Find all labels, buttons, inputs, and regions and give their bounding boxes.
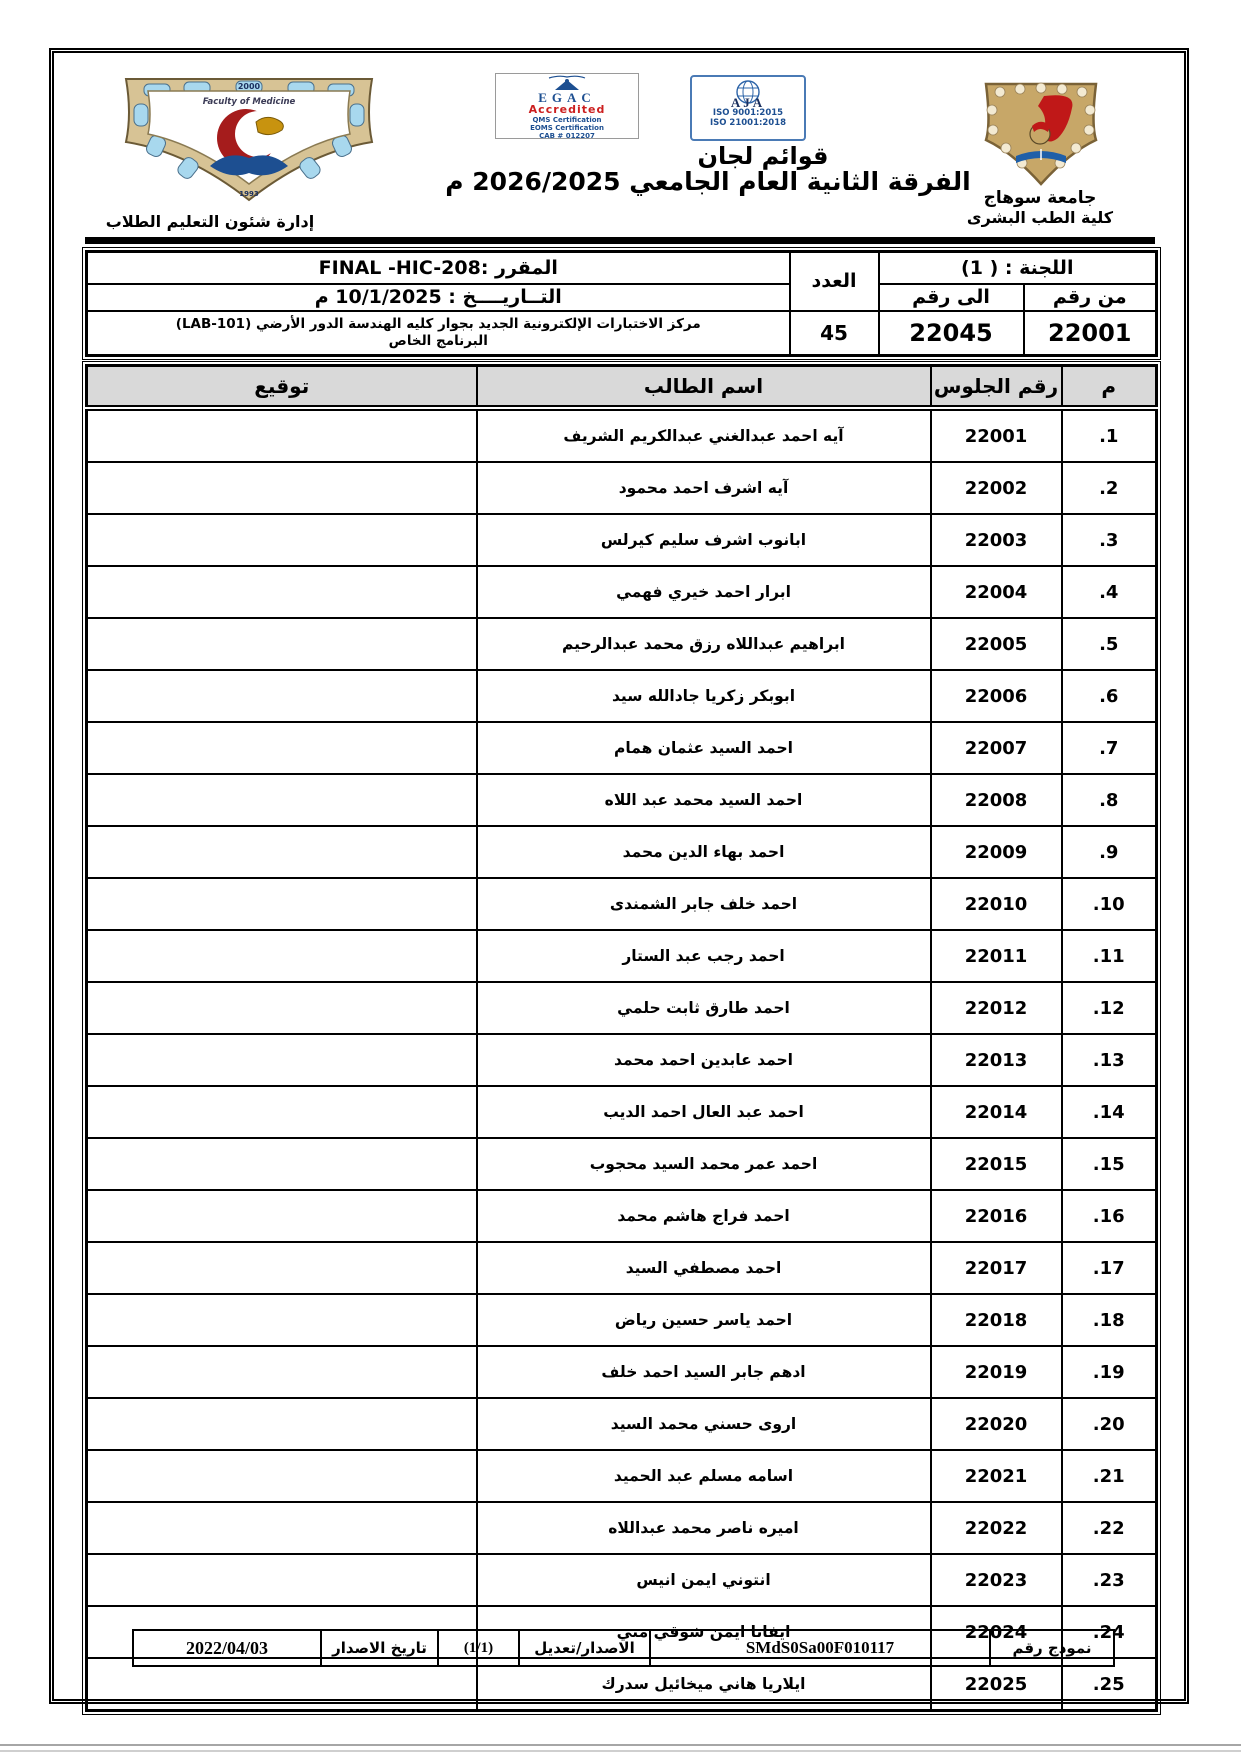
- seat-number: 22015: [931, 1138, 1062, 1190]
- seat-number: 22013: [931, 1034, 1062, 1086]
- row-index: .2: [1062, 462, 1157, 514]
- egac-accreditation-badge: [495, 73, 639, 139]
- table-row: [87, 826, 1157, 878]
- table-row: [87, 878, 1157, 930]
- row-index: .19: [1062, 1346, 1157, 1398]
- table-row: [87, 1450, 1157, 1502]
- issue-date-label: تاريخ الاصدار: [321, 1630, 438, 1666]
- signature-cell: [87, 826, 477, 878]
- row-index: .6: [1062, 670, 1157, 722]
- document-subtitle: الفرقة الثانية العام الجامعي 2026/2025 م: [445, 167, 971, 196]
- row-index: .22: [1062, 1502, 1157, 1554]
- student-name: ابانوب اشرف سليم كيرلس: [477, 514, 931, 566]
- row-index: .16: [1062, 1190, 1157, 1242]
- row-index: .8: [1062, 774, 1157, 826]
- seat-number: 22005: [931, 618, 1062, 670]
- student-name: اروى حسني محمد السيد: [477, 1398, 931, 1450]
- svg-text:2000: 2000: [237, 82, 261, 91]
- signature-cell: [87, 1398, 477, 1450]
- university-name: جامعة سوهاج: [983, 188, 1097, 208]
- row-index: .10: [1062, 878, 1157, 930]
- student-name: اسامه مسلم عبد الحميد: [477, 1450, 931, 1502]
- seat-number: 22007: [931, 722, 1062, 774]
- seat-number: 22001: [931, 408, 1062, 462]
- svg-text:Faculty of Medicine: Faculty of Medicine: [202, 97, 296, 107]
- seat-number: 22017: [931, 1242, 1062, 1294]
- egac-acronym: EGAC: [538, 90, 596, 105]
- count-label: العدد: [790, 252, 879, 311]
- student-roster-table: [85, 364, 1158, 1712]
- table-row: [87, 1242, 1157, 1294]
- student-education-dept-label: إدارة شئون التعليم الطلاب: [105, 212, 315, 231]
- row-index: .25: [1062, 1658, 1157, 1711]
- count-value: 45: [790, 311, 879, 356]
- seat-number: 22014: [931, 1086, 1062, 1138]
- signature-cell: [87, 514, 477, 566]
- egac-cert-line1: QMS Certification: [532, 116, 602, 124]
- signature-cell: [87, 1554, 477, 1606]
- seat-number: 22003: [931, 514, 1062, 566]
- seat-number: 22022: [931, 1502, 1062, 1554]
- row-index: .21: [1062, 1450, 1157, 1502]
- row-index: .18: [1062, 1294, 1157, 1346]
- row-index: .14: [1062, 1086, 1157, 1138]
- signature-cell: [87, 1346, 477, 1398]
- table-row: [87, 1346, 1157, 1398]
- row-index: .5: [1062, 618, 1157, 670]
- seat-number: 22023: [931, 1554, 1062, 1606]
- student-name: احمد بهاء الدين محمد: [477, 826, 931, 878]
- student-name: احمد عابدين احمد محمد: [477, 1034, 931, 1086]
- row-index: .23: [1062, 1554, 1157, 1606]
- seat-number: 22012: [931, 982, 1062, 1034]
- committee-number: اللجنة : ( 1): [879, 252, 1157, 284]
- table-row: [87, 982, 1157, 1034]
- exam-location: [87, 311, 790, 356]
- signature-cell: [87, 670, 477, 722]
- student-name: اميره ناصر محمد عبداللاه: [477, 1502, 931, 1554]
- row-index: .20: [1062, 1398, 1157, 1450]
- signature-cell: [87, 1138, 477, 1190]
- version-label: الاصدار/تعديل: [519, 1630, 650, 1666]
- student-name: ادهم جابر السيد احمد خلف: [477, 1346, 931, 1398]
- document-title: قوائم لجان: [697, 142, 829, 170]
- egac-cert-line3: CAB # 012207: [539, 132, 595, 140]
- to-number-label: الى رقم: [879, 284, 1024, 311]
- student-name: احمد رجب عبد الستار: [477, 930, 931, 982]
- signature-cell: [87, 1034, 477, 1086]
- svg-text:1993: 1993: [239, 190, 259, 198]
- table-row: [87, 1086, 1157, 1138]
- to-number-value: 22045: [879, 311, 1024, 356]
- student-name: آيه احمد عبدالغني عبدالكريم الشريف: [477, 408, 931, 462]
- student-name: آيه اشرف احمد محمود: [477, 462, 931, 514]
- row-index: .3: [1062, 514, 1157, 566]
- seat-number: 22004: [931, 566, 1062, 618]
- form-number-label: نموذج رقم: [990, 1630, 1114, 1666]
- sohag-university-seal: [978, 78, 1104, 188]
- page-bottom-rule: [0, 1744, 1241, 1752]
- table-row: [87, 408, 1157, 462]
- seat-number: 22006: [931, 670, 1062, 722]
- col-header-signature: توقيع: [87, 366, 477, 409]
- egac-logo-icon: [547, 75, 587, 91]
- student-name: احمد عمر محمد السيد محجوب: [477, 1138, 931, 1190]
- signature-cell: [87, 722, 477, 774]
- student-name: احمد فراج هاشم محمد: [477, 1190, 931, 1242]
- seat-number: 22021: [931, 1450, 1062, 1502]
- aja-iso-badge: [690, 75, 806, 141]
- table-row: [87, 566, 1157, 618]
- student-name: ايلاريا هاني ميخائيل سدرك: [477, 1658, 931, 1711]
- egac-accredited-label: Accredited: [528, 103, 606, 116]
- table-row: [87, 722, 1157, 774]
- student-name: ابرار احمد خيري فهمي: [477, 566, 931, 618]
- committee-info-table: [85, 250, 1158, 357]
- signature-cell: [87, 618, 477, 670]
- seat-number: 22025: [931, 1658, 1062, 1711]
- seat-number: 22002: [931, 462, 1062, 514]
- row-index: .1: [1062, 408, 1157, 462]
- seat-number: 22011: [931, 930, 1062, 982]
- seat-number: 22009: [931, 826, 1062, 878]
- seat-number: 22008: [931, 774, 1062, 826]
- student-name: احمد ياسر حسين رياض: [477, 1294, 931, 1346]
- table-row: [87, 670, 1157, 722]
- col-header-seat-number: رقم الجلوس: [931, 366, 1062, 409]
- table-row: [87, 1034, 1157, 1086]
- signature-cell: [87, 1502, 477, 1554]
- row-index: .12: [1062, 982, 1157, 1034]
- row-index: .17: [1062, 1242, 1157, 1294]
- table-row: [87, 1190, 1157, 1242]
- egac-cert-line2: EOMS Certification: [530, 124, 604, 132]
- table-row: [87, 930, 1157, 982]
- table-row: [87, 774, 1157, 826]
- col-header-student-name: اسم الطالب: [477, 366, 931, 409]
- header-separator-rule: [85, 237, 1155, 244]
- student-name: احمد طارق ثابت حلمي: [477, 982, 931, 1034]
- student-name: انتوني ايمن انيس: [477, 1554, 931, 1606]
- row-index: .7: [1062, 722, 1157, 774]
- seat-number: 22020: [931, 1398, 1062, 1450]
- row-index: .15: [1062, 1138, 1157, 1190]
- student-name: احمد خلف جابر الشمندى: [477, 878, 931, 930]
- university-seal-icon: [978, 78, 1104, 188]
- table-row: [87, 514, 1157, 566]
- student-name: احمد عبد العال احمد الديب: [477, 1086, 931, 1138]
- student-name: ابوبكر زكريا جادالله سيد: [477, 670, 931, 722]
- signature-cell: [87, 774, 477, 826]
- aja-iso-line1: ISO 9001:2015: [712, 108, 784, 118]
- signature-cell: [87, 462, 477, 514]
- seat-number: 22018: [931, 1294, 1062, 1346]
- seat-number: 22019: [931, 1346, 1062, 1398]
- form-number-value: SMdS0Sa00F010117: [650, 1630, 990, 1666]
- faculty-name: كلية الطب البشرى: [966, 208, 1114, 227]
- from-number-label: من رقم: [1024, 284, 1157, 311]
- student-name: احمد مصطفي السيد: [477, 1242, 931, 1294]
- signature-cell: [87, 878, 477, 930]
- signature-cell: [87, 1190, 477, 1242]
- col-header-index: م: [1062, 366, 1157, 409]
- row-index: .4: [1062, 566, 1157, 618]
- signature-cell: [87, 1086, 477, 1138]
- course-label: المقرر :FINAL -HIC-208: [87, 252, 790, 284]
- row-index: .9: [1062, 826, 1157, 878]
- table-row: [87, 1554, 1157, 1606]
- version-value: (1/1): [438, 1630, 519, 1666]
- aja-iso-line2: ISO 21001:2018: [709, 118, 787, 128]
- row-index: .24: [1062, 1606, 1157, 1658]
- form-footer-table: [132, 1629, 1115, 1667]
- signature-cell: [87, 982, 477, 1034]
- table-row: [87, 1502, 1157, 1554]
- signature-cell: [87, 1450, 477, 1502]
- table-row: [87, 1138, 1157, 1190]
- signature-cell: [87, 408, 477, 462]
- roster-header-row: [87, 366, 1157, 409]
- row-index: .11: [1062, 930, 1157, 982]
- table-row: [87, 1294, 1157, 1346]
- seat-number: 22024: [931, 1606, 1062, 1658]
- from-number-value: 22001: [1024, 311, 1157, 356]
- seat-number: 22016: [931, 1190, 1062, 1242]
- table-row: [87, 618, 1157, 670]
- student-name: ابراهيم عبداللاه رزق محمد عبدالرحيم: [477, 618, 931, 670]
- exam-location-line2: البرنامج الخاص: [388, 332, 488, 349]
- signature-cell: [87, 566, 477, 618]
- exam-date: التــاريــــخ : 10/1/2025 م: [87, 284, 790, 311]
- signature-cell: [87, 1242, 477, 1294]
- table-row: [87, 462, 1157, 514]
- table-row: [87, 1398, 1157, 1450]
- signature-cell: [87, 930, 477, 982]
- row-index: .13: [1062, 1034, 1157, 1086]
- aja-acronym: AJA: [730, 95, 766, 110]
- seat-number: 22010: [931, 878, 1062, 930]
- signature-cell: [87, 1294, 477, 1346]
- exam-location-line1: مركز الاختبارات الإلكترونية الجديد بجوار كليه الهندسة الدور الأرضي (LAB-101): [175, 315, 701, 332]
- student-name: احمد السيد عثمان همام: [477, 722, 931, 774]
- student-name: ايفانا ايمن شوقي متي: [477, 1606, 931, 1658]
- issue-date-value: 2022/04/03: [133, 1630, 321, 1666]
- student-name: احمد السيد محمد عبد اللاه: [477, 774, 931, 826]
